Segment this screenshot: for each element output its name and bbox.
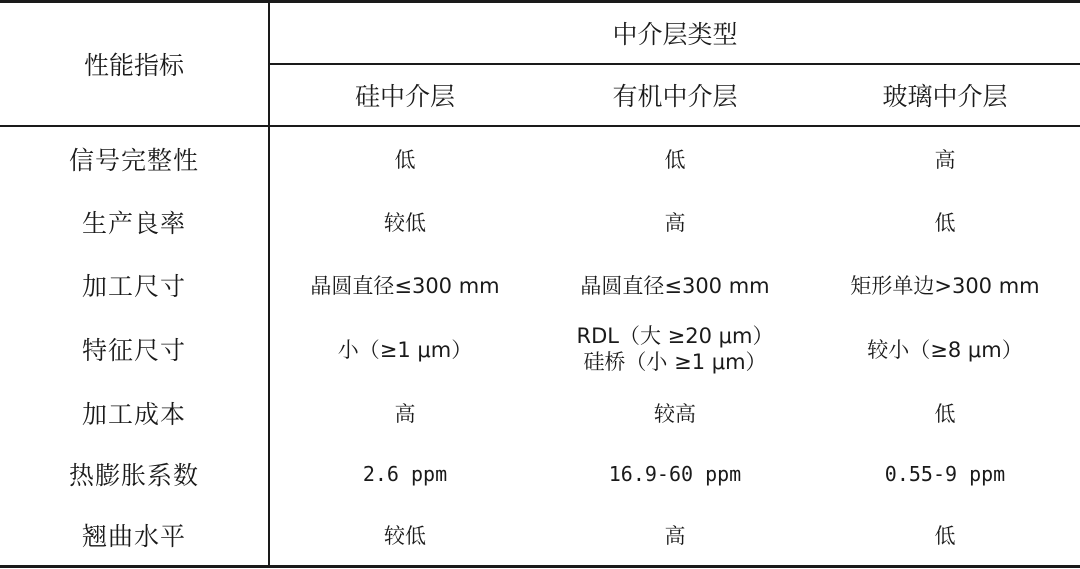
cell-value: 低 — [934, 523, 956, 548]
cell-value-multiline — [540, 316, 810, 382]
cell-value: 高 — [664, 210, 686, 235]
cell-line: RDL（大 ≥20 μm） — [576, 324, 774, 348]
cell-line: 硅桥（小 ≥1 μm） — [583, 350, 767, 374]
row-metric: 生产良率 — [81, 208, 186, 238]
cell-value: 较高 — [654, 401, 696, 426]
row-metric: 加工尺寸 — [81, 271, 186, 301]
column-header-silicon: 硅中介层 — [354, 82, 455, 111]
cell-value: 较低 — [384, 523, 426, 548]
cell-value: 0.55-9 ppm — [884, 461, 1006, 486]
cell-value: 晶圆直径≤300 mm — [580, 273, 770, 298]
row-metric: 翘曲水平 — [81, 521, 186, 551]
row-metric: 信号完整性 — [68, 145, 199, 175]
column-header-glass: 玻璃中介层 — [882, 82, 1008, 111]
cell-value: 高 — [934, 147, 956, 172]
cell-value: 矩形单边>300 mm — [850, 273, 1040, 298]
cell-value: 晶圆直径≤300 mm — [310, 273, 500, 298]
column-header-organic: 有机中介层 — [612, 82, 738, 111]
cell-value: 16.9-60 ppm — [608, 461, 742, 486]
row-metric: 特征尺寸 — [81, 336, 186, 365]
cell-value: 低 — [934, 401, 956, 426]
cell-value: 小（≥1 μm） — [337, 338, 473, 362]
cell-value: 低 — [394, 147, 416, 172]
cell-value: 2.6 ppm — [362, 461, 448, 486]
cell-value: 低 — [664, 147, 686, 172]
cell-value: 较小（≥8 μm） — [867, 338, 1023, 362]
row-metric: 加工成本 — [81, 399, 186, 429]
cell-value: 低 — [934, 210, 956, 235]
cell-value: 高 — [664, 523, 686, 548]
row-metric: 热膨胀系数 — [68, 460, 199, 490]
bottom-rule — [0, 565, 1080, 568]
cell-value: 高 — [394, 401, 416, 426]
header-group-label: 中介层类型 — [612, 20, 738, 49]
cell-value: 较低 — [384, 210, 426, 235]
header-metric-label: 性能指标 — [83, 51, 184, 80]
